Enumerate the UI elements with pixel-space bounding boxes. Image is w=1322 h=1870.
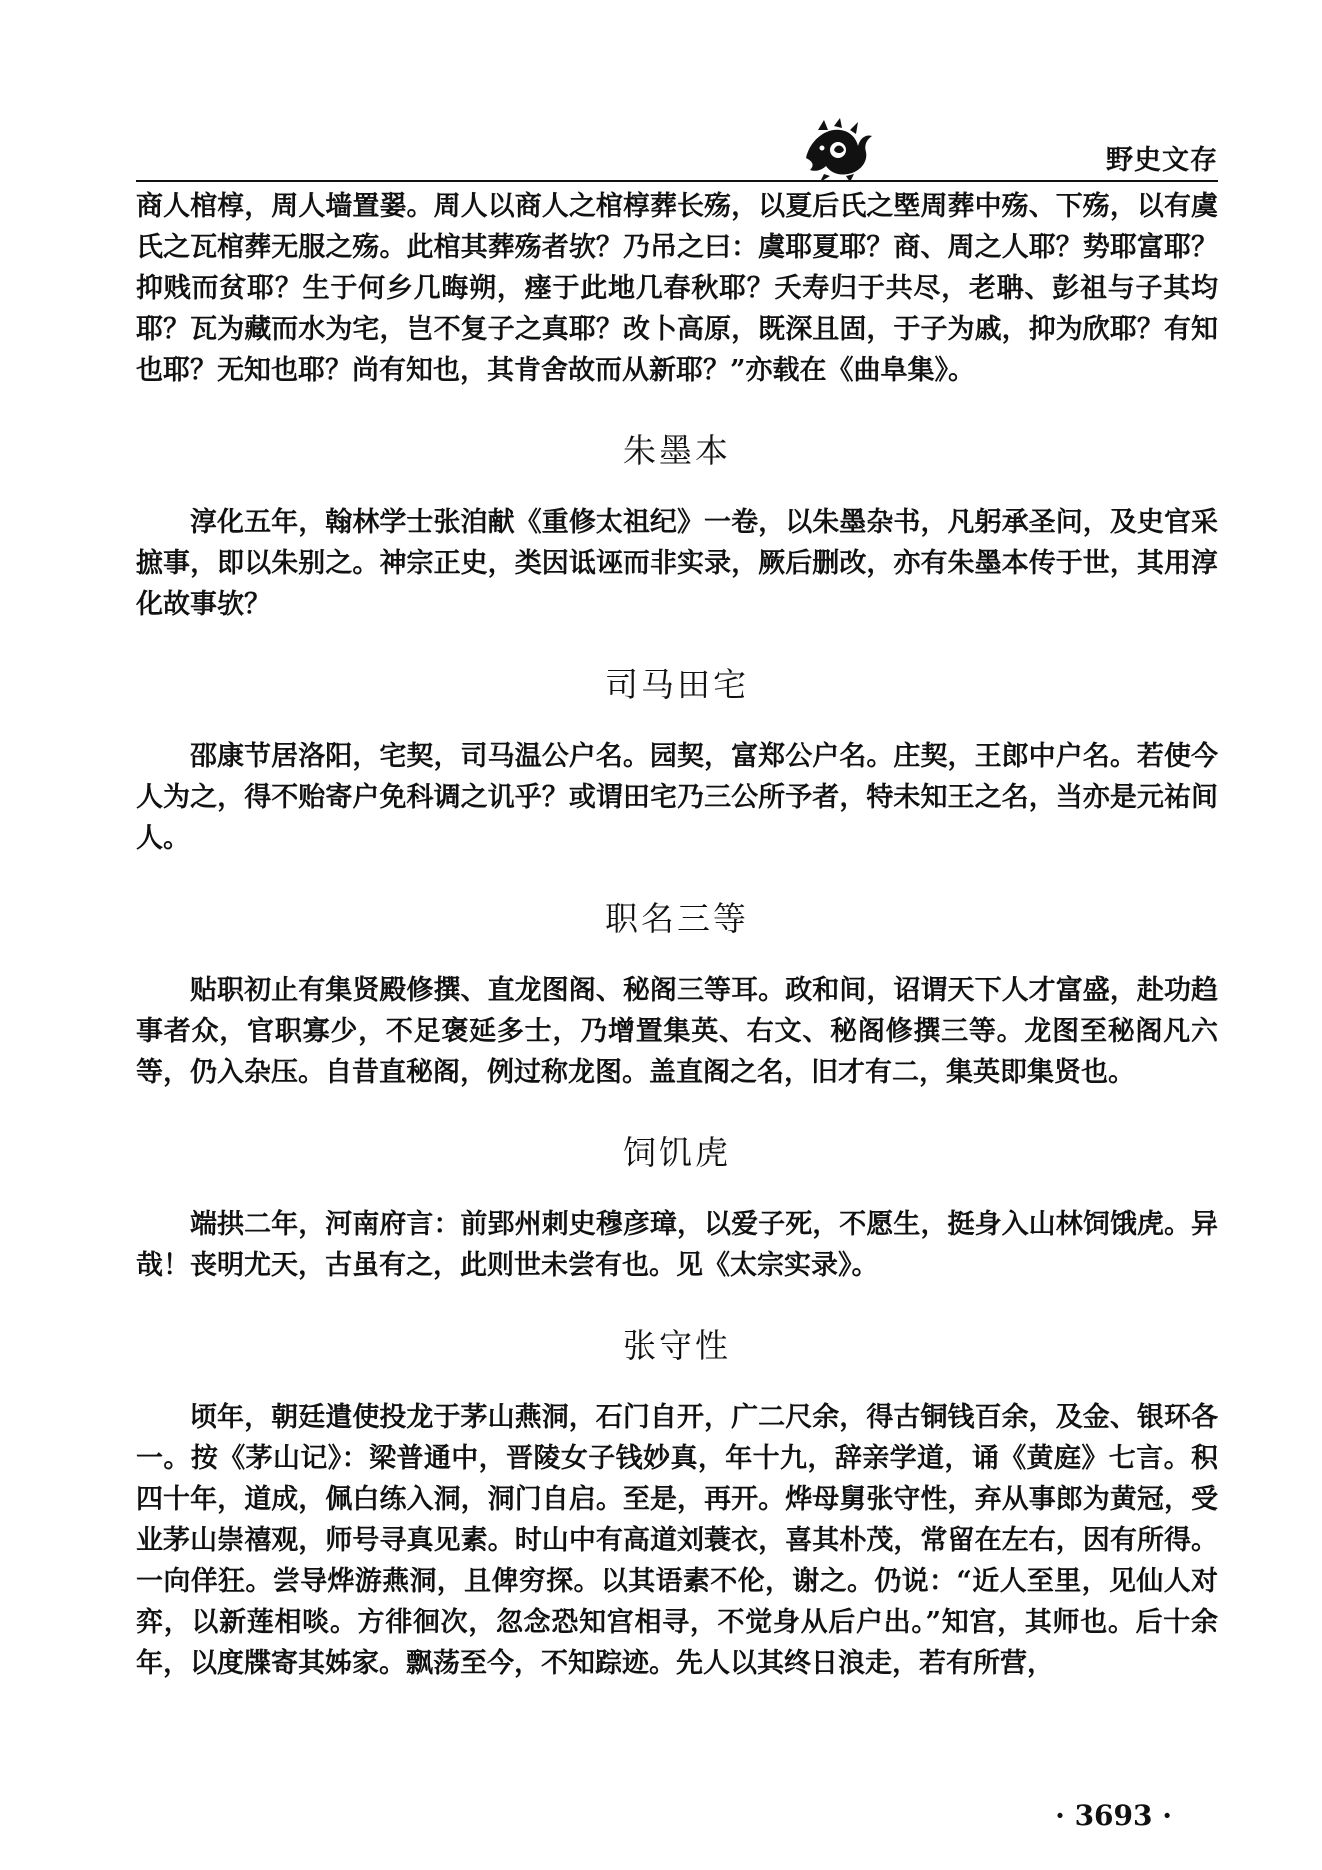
section-text-zhumoben: 淳化五年，翰林学士张洎献《重修太祖纪》一卷，以朱墨杂书，凡躬承圣问，及史官采摭事，即以朱别之。神宗正史，类因诋诬而非实录，厥后删改，亦有朱墨本传于世，其用淳化故事欤？: [136, 507, 1218, 620]
page-body: [136, 186, 1218, 1684]
continuation-paragraph: 商人棺椁，周人墙置翣。周人以商人之棺椁葬长殇，以夏后氏之塈周葬中殇、下殇，以有虞氏之瓦棺葬无服之殇。此棺其葬殇者欤？乃吊之曰：虞耶夏耶？商、周之人耶？势耶富耶？抑贱而贫耶？生于何乡几晦朔，瘗于此地几春秋耶？夭寿归于共尽，老聃、彭祖与子其均耶？瓦为藏而水为宅，岂不复子之真耶？改卜高原，既深且固，于子为戚，抑为欣耶？有知也耶？无知也耶？尚有知也，其肯舍故而从新耶？”亦载在《曲阜集》。: [136, 191, 1218, 386]
section-title-zhumoben: 朱墨本: [623, 431, 731, 470]
page-number: · 3693 ·: [1055, 1799, 1172, 1832]
section-title-sijihu: 饲饥虎: [623, 1133, 731, 1172]
dragon-emblem-icon: [800, 118, 876, 182]
section-title-simatianzhai: 司马田宅: [605, 665, 749, 704]
section-text-sijihu: 端拱二年，河南府言：前郢州刺史穆彦璋，以爱子死，不愿生，挺身入山林饲饿虎。异哉！丧明尤天，古虽有之，此则世未尝有也。见《太宗实录》。: [136, 1209, 1218, 1281]
section-text-simatianzhai: 邵康节居洛阳，宅契，司马温公户名。园契，富郑公户名。庄契，王郎中户名。若使今人为之，得不贻寄户免科调之讥乎？或谓田宅乃三公所予者，特未知王之名，当亦是元祐间人。: [136, 741, 1218, 854]
section-title-zhangshouxing: 张守性: [623, 1326, 731, 1365]
section-title-zhimingsandeng: 职名三等: [605, 899, 749, 938]
section-text-zhimingsandeng: 贴职初止有集贤殿修撰、直龙图阁、秘阁三等耳。政和间，诏谓天下人才富盛，赴功趋事者众，官职寡少，不足褒延多士，乃增置集英、右文、秘阁修撰三等。龙图至秘阁凡六等，仍入杂压。自昔直秘阁，例过称龙图。盖直阁之名，旧才有二，集英即集贤也。: [136, 975, 1218, 1088]
running-header-title: 野史文存: [1106, 145, 1218, 176]
header-rule: [136, 180, 1218, 182]
section-text-zhangshouxing: 顷年，朝廷遣使投龙于茅山燕洞，石门自开，广二尺余，得古铜钱百余，及金、银环各一。按《茅山记》：梁普通中，晋陵女子钱妙真，年十九，辞亲学道，诵《黄庭》七言。积四十年，道成，佩白练入洞，洞门自启。至是，再开。烨母舅张守性，弃从事郎为黄冠，受业茅山崇禧观，师号寻真见素。时山中有高道刘蓑衣，喜其朴茂，常留在左右，因有所得。一向佯狂。尝导烨游燕洞，且俾穷探。以其语素不伦，谢之。仍说：“近人至里，见仙人对弈，以新莲相啖。方徘徊次，忽念恐知宫相寻，不觉身从后户出。”知宫，其师也。后十余年，以度牒寄其姊家。飘荡至今，不知踪迹。先人以其终日浪走，若有所营，: [136, 1402, 1218, 1679]
